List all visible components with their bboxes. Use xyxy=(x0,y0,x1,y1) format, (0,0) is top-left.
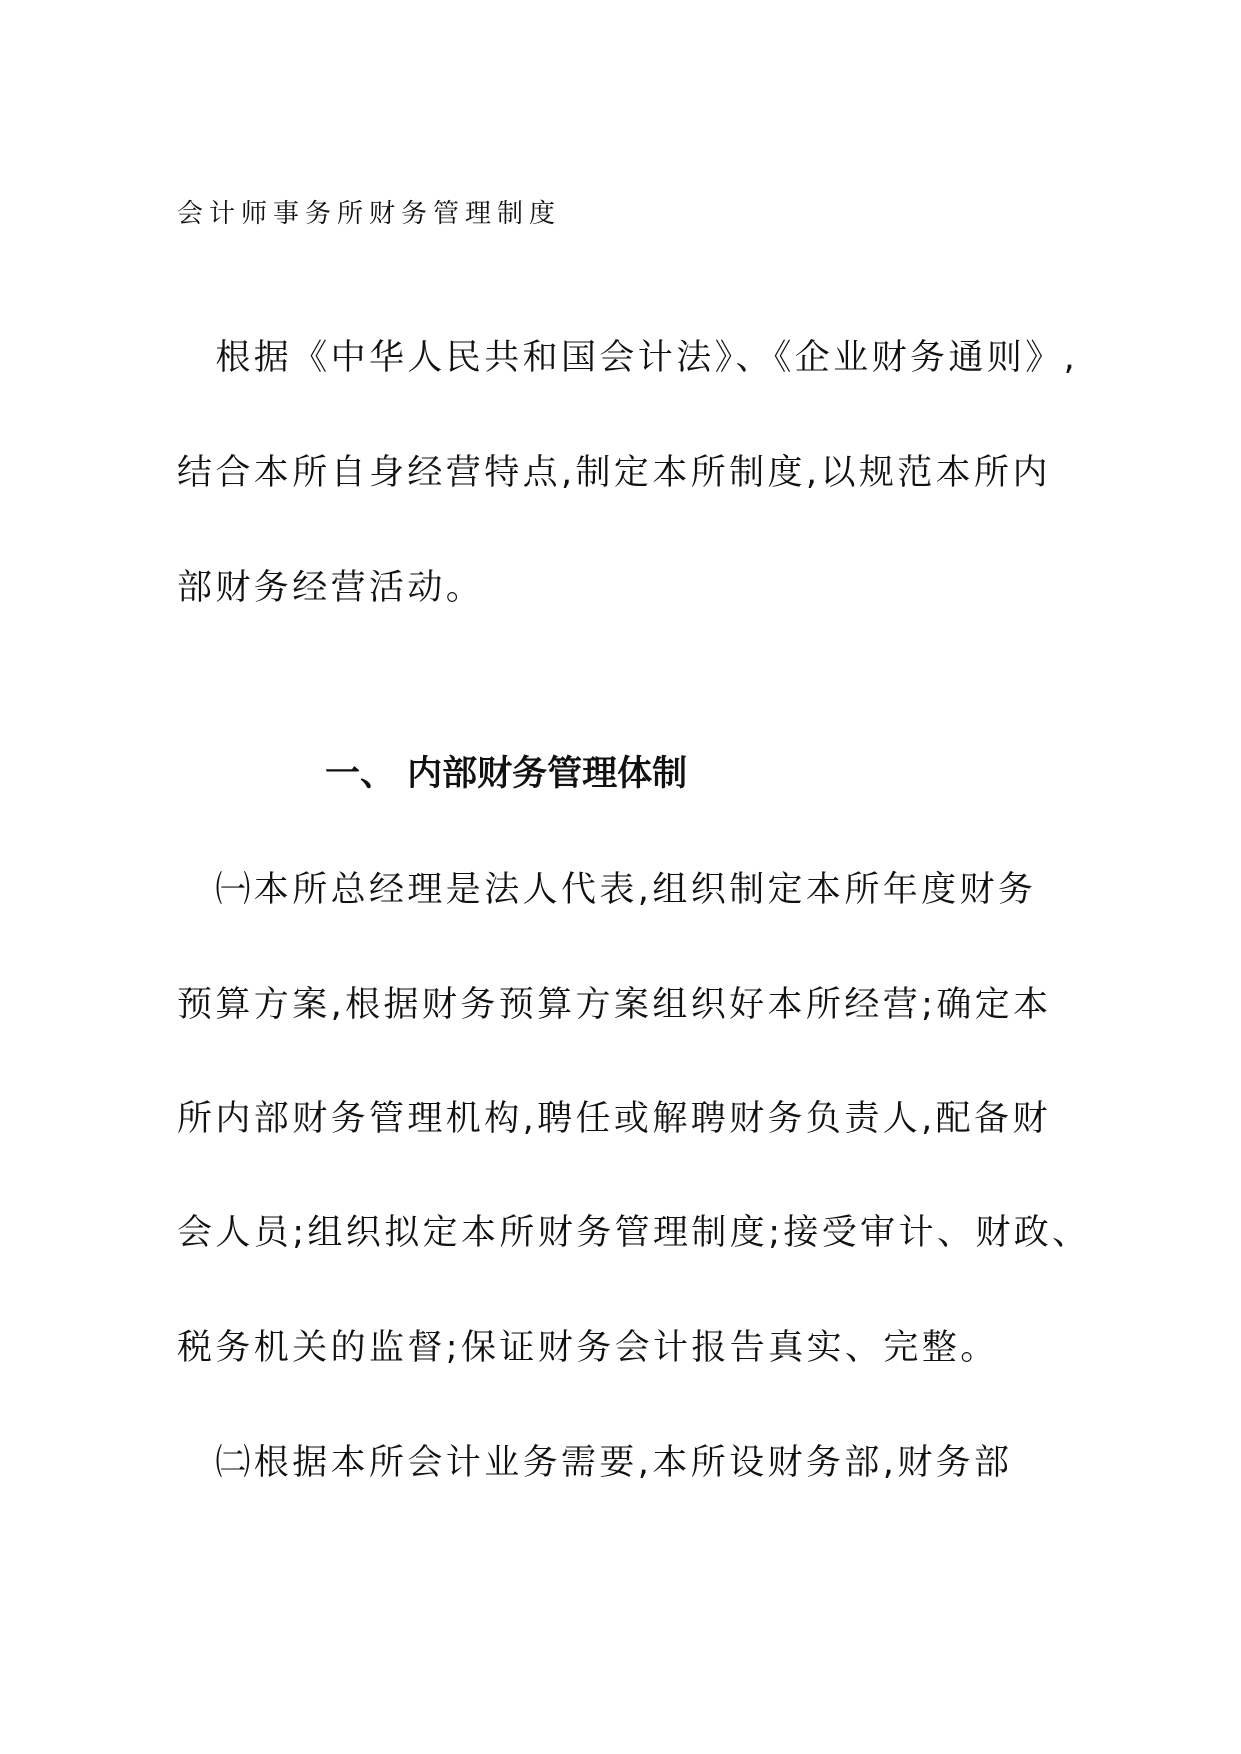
para1-line-1: ㈠本所总经理是法人代表,组织制定本所年度财务 xyxy=(177,870,1037,910)
para1-line-3: 所内部财务管理机构,聘任或解聘财务负责人,配备财 xyxy=(177,1099,1051,1139)
para2-line-1: ㈡根据本所会计业务需要,本所设财务部,财务部 xyxy=(177,1443,1013,1483)
intro-line-3: 部财务经营活动。 xyxy=(177,568,485,608)
para1-line-5: 税务机关的监督;保证财务会计报告真实、完整。 xyxy=(177,1328,999,1368)
section-heading: 一、 内部财务管理体制 xyxy=(325,754,688,794)
document-title: 会计师事务所财务管理制度 xyxy=(177,199,562,229)
intro-line-1: 根据《中华人民共和国会计法》、《企业财务通则》, xyxy=(177,338,1079,378)
para1-line-2: 预算方案,根据财务预算方案组织好本所经营;确定本 xyxy=(177,985,1052,1025)
para1-line-4: 会人员;组织拟定本所财务管理制度;接受审计、财政、 xyxy=(177,1213,1091,1253)
intro-line-2: 结合本所自身经营特点,制定本所制度,以规范本所内 xyxy=(177,453,1051,493)
